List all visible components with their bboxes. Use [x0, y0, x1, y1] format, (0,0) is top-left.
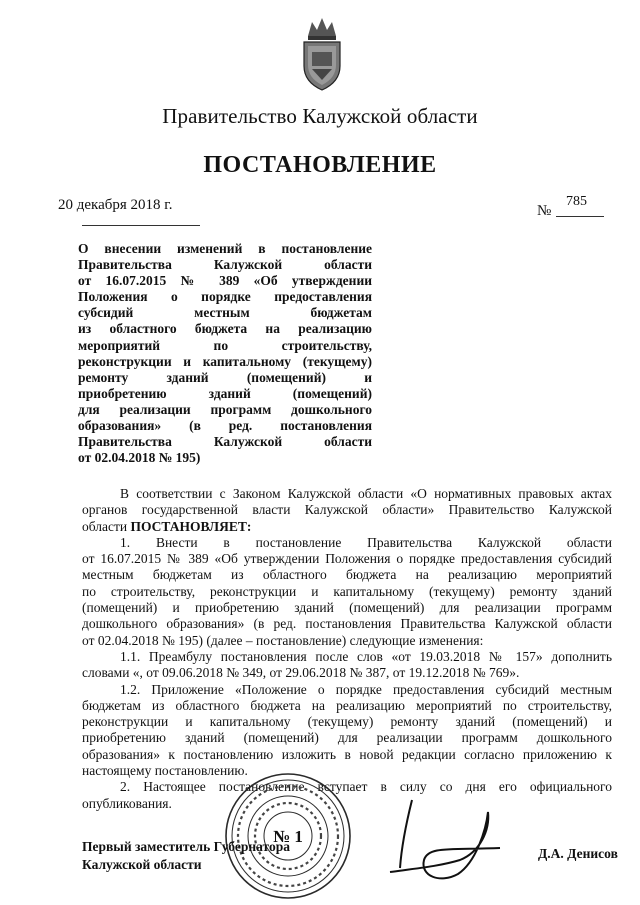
subject-line: Положения о порядке предоставления [78, 289, 372, 305]
subject-line: приобретению зданий (помещений) [78, 385, 372, 401]
paragraph-1-1 [82, 649, 612, 682]
document-subject [78, 241, 372, 466]
text-line: настоящему постановлению. [82, 763, 248, 779]
document-date: 20 декабря 2018 г. [58, 197, 173, 213]
text-line: от 02.04.2018 № 195) (далее – постановление) следующие изменения: [82, 632, 484, 648]
text-line: 1.1. Преамбулу постановления после слов «от 19.03.2018 № 157» дополнить [120, 648, 612, 664]
stamp-number: № 1 [273, 827, 303, 846]
subject-line: Правительства Калужской области [78, 257, 372, 273]
text-line: словами «, от 09.06.2018 № 349, от 29.06.2018 № 387, от 19.12.2018 № 769». [82, 665, 520, 681]
text-line: (помещений) и приобретению зданий (помещений) для реализации программ [82, 600, 612, 616]
text-line: местным бюджетам из областного бюджета на реализацию мероприятий [82, 567, 612, 583]
signatory-name: Д.А. Денисов [538, 846, 618, 861]
text-line: дошкольного образования» (в ред. постановления Правительства Калужской области [82, 616, 612, 632]
text-line [82, 519, 612, 535]
text-line: по строительству, реконструкции и капитальному (текущему) ремонту зданий [82, 583, 612, 599]
subject-line: от 02.04.2018 № 195) [78, 450, 201, 466]
subject-line: О внесении изменений в постановление [78, 241, 372, 256]
subject-line: из областного бюджета на реализацию [78, 321, 372, 337]
text-line: реконструкции и капитальному (текущему) ремонту зданий (помещений) и [82, 714, 612, 730]
text-line: органов государственной власти Калужской области» Правительство Калужской [82, 502, 612, 518]
subject-line: образования» (в ред. постановления [78, 418, 372, 434]
subject-line: мероприятий по строительству, [78, 337, 372, 353]
date-underline [82, 225, 200, 226]
text-fragment: области [82, 518, 128, 534]
text-line: В соответствии с Законом Калужской области «О нормативных правовых актах [120, 486, 612, 501]
document-body [82, 486, 612, 812]
number-underline [556, 216, 604, 217]
intro-paragraph [82, 486, 612, 535]
government-name: Правительство Калужской области [162, 104, 478, 128]
official-stamp-icon [222, 770, 354, 902]
handwritten-signature-icon [360, 790, 520, 890]
postanovlyaet-word: ПОСТАНОВЛЯЕТ: [130, 518, 252, 534]
text-line: опубликования. [82, 795, 172, 811]
subject-line: реконструкции и капитальному (текущему) [78, 353, 372, 369]
subject-line: субсидий местным бюджетам [78, 305, 372, 321]
subject-line: для реализации программ дошкольного [78, 401, 372, 417]
coat-of-arms-icon [298, 14, 346, 92]
signatory-position-line1: Первый заместитель Губернатора [82, 839, 290, 854]
text-line: образования» к постановлению изложить в новой редакции согласно приложению к [82, 746, 612, 762]
text-line: бюджетам из областного бюджета на реализацию мероприятий по строительству, [82, 697, 612, 713]
number-sign: № [537, 203, 552, 219]
subject-line: Правительства Калужской области [78, 434, 372, 450]
document-number: 785 [566, 194, 587, 209]
paragraph-1-2 [82, 682, 612, 780]
text-line: 1. Внести в постановление Правительства Калужской области [120, 534, 612, 550]
paragraph-1 [82, 535, 612, 649]
text-line: приобретению зданий (помещений) для реализации программ дошкольного [82, 730, 612, 746]
document-type-title: ПОСТАНОВЛЕНИЕ [203, 152, 437, 178]
text-line: от 16.07.2015 № 389 «Об утверждении Положения о порядке предоставления субсидий [82, 551, 612, 567]
subject-line: ремонту зданий (помещений) и [78, 369, 372, 385]
subject-line: от 16.07.2015 № 389 «Об утверждении [78, 273, 372, 289]
text-line: 2. Настоящее постановление вступает в силу со дня его официального [120, 779, 612, 795]
signatory-position-line2: Калужской области [82, 857, 202, 872]
text-line: 1.2. Приложение «Положение о порядке предоставления субсидий местным [120, 681, 612, 697]
